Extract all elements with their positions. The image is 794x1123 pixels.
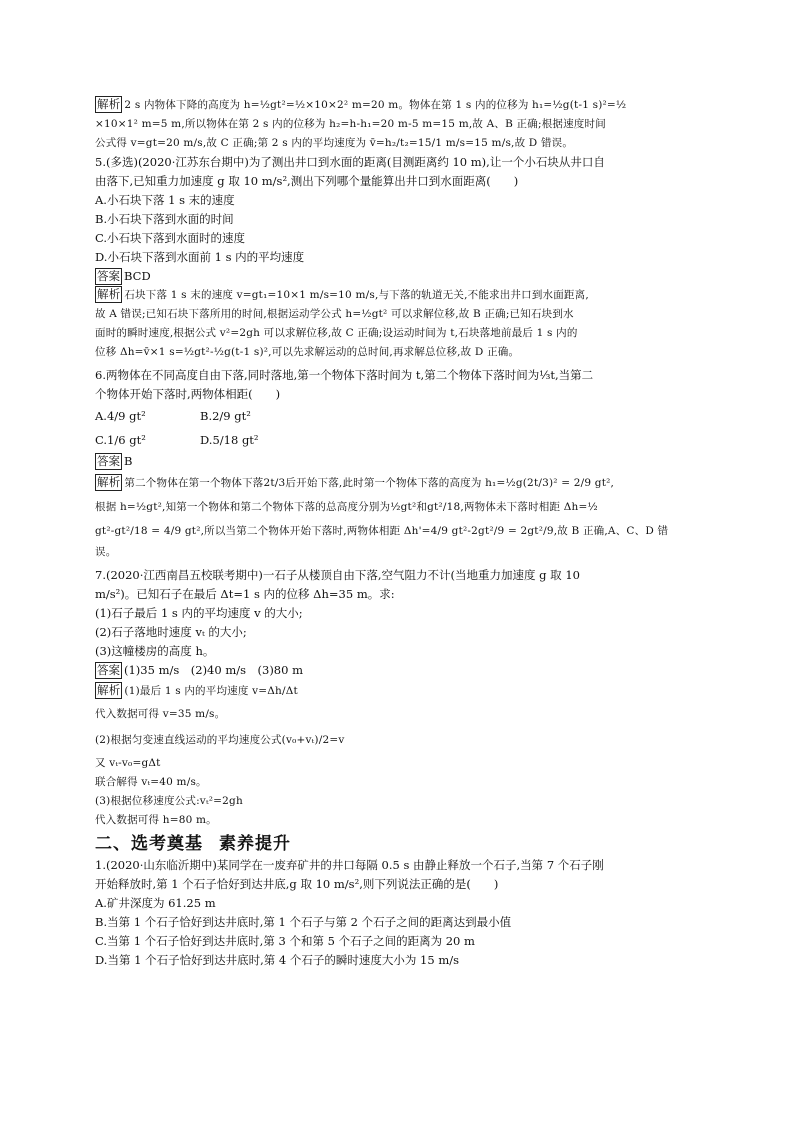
q6-option-b: B.2/9 gt² — [200, 409, 251, 423]
q5-option-a: A.小石块下落 1 s 末的速度 — [95, 193, 235, 207]
q4-analysis-line: ×10×1² m=5 m,所以物体在第 2 s 内的位移为 h₂=h-h₁=20 m-5 m=15 m,故 A、B 正确;根据速度时间 — [95, 118, 606, 130]
q5-analysis-line: 面时的瞬时速度,根据公式 v²=2gh 可以求解位移,故 C 正确;设运动时间为 t,石块落地前最后 1 s 内的 — [95, 327, 578, 339]
q6-options-row — [95, 428, 695, 452]
q7-analysis-line: 代入数据可得 h=80 m。 — [95, 814, 217, 826]
section2-question-1 — [95, 856, 695, 970]
s1-stem-line: 开始释放时,第 1 个石子恰好到达井底,g 取 10 m/s²,则下列说法正确的是( ) — [95, 877, 499, 891]
q6-option-c: C.1/6 gt² — [95, 433, 146, 447]
q6-answer: 答案 B — [97, 454, 133, 468]
section-heading: 二、选考奠基 素养提升 — [95, 834, 291, 854]
answer-tag: 答案 — [97, 454, 120, 468]
question-6 — [95, 366, 695, 562]
q5-analysis-line: 故 A 错误;已知石块下落所用的时间,根据运动学公式 h=½gt² 可以求解位移,故 B 正确;已知石块到水 — [95, 308, 574, 320]
q5-analysis-line: 位移 Δh=v̄×1 s=½gt²-½g(t-1 s)²,可以先求解运动的总时间,再求解总位移,故 D 正确。 — [95, 346, 520, 358]
q7-stem-line: m/s²)。已知石子在最后 Δt=1 s 内的位移 Δh=35 m。求: — [95, 587, 395, 601]
q7-analysis-line: (3)根据位移速度公式:vₜ²=2gh — [95, 795, 243, 807]
s1-option-c: C.当第 1 个石子恰好到达井底时,第 3 个和第 5 个石子之间的距离为 20 m — [95, 934, 475, 948]
q7-analysis-line: 代入数据可得 v=35 m/s。 — [95, 708, 226, 720]
analysis-tag: 解析 — [97, 97, 121, 111]
q5-option-c: C.小石块下落到水面时的速度 — [95, 231, 246, 245]
q5-stem-line: 5.(多选)(2020·江苏东台期中)为了测出井口到水面的距离(目测距离约 10 m),让一个小石块从井口自 — [95, 155, 605, 169]
q6-stem-line: 个物体开始下落时,两物体相距( ) — [95, 387, 281, 401]
q6-analysis-line: 根据 h=½gt²,知第一个物体和第二个物体下落的总高度分别为½gt²和gt²/18,两物体未下落时相距 Δh=½ — [95, 501, 598, 513]
question-7 — [95, 566, 695, 830]
q7-stem-line: (1)石子最后 1 s 内的平均速度 v 的大小; — [95, 606, 303, 620]
q6-analysis-line: 解析 第二个物体在第一个物体下落2t/3后开始下落,此时第一个物体下落的高度为 h₁=½g(2t/3)² = 2/9 gt², — [97, 475, 615, 489]
q5-answer: 答案 BCD — [97, 269, 151, 283]
document-page — [95, 96, 695, 970]
q5-option-d: D.小石块下落到水面前 1 s 内的平均速度 — [95, 250, 305, 264]
q7-stem-line: 7.(2020·江西南昌五校联考期中)一石子从楼顶自由下落,空气阻力不计(当地重力加速度 g 取 10 — [95, 568, 580, 582]
q4-analysis — [95, 96, 695, 153]
q7-analysis-line: (2)根据匀变速直线运动的平均速度公式(v₀+vₜ)/2=v — [95, 734, 345, 746]
q5-option-b: B.小石块下落到水面的时间 — [95, 212, 234, 226]
q7-stem-line: (2)石子落地时速度 vₜ 的大小; — [95, 625, 247, 639]
q5-analysis-line: 解析 石块下落 1 s 末的速度 v=gt₁=10×1 m/s=10 m/s,与下落的轨道无关,不能求出井口到水面距离, — [97, 287, 589, 301]
q6-stem-line: 6.两物体在不同高度自由下落,同时落地,第一个物体下落时间为 t,第二个物体下落时间为⅓t,当第二 — [95, 368, 594, 382]
answer-tag: 答案 — [97, 663, 120, 677]
s1-option-a: A.矿井深度为 61.25 m — [95, 896, 216, 910]
question-5 — [95, 153, 695, 362]
analysis-tag: 解析 — [97, 287, 121, 301]
q5-stem-line: 由落下,已知重力加速度 g 取 10 m/s²,测出下列哪个量能算出井口到水面距离( ) — [95, 174, 519, 188]
answer-tag: 答案 — [97, 269, 120, 283]
q6-option-d: D.5/18 gt² — [200, 433, 259, 447]
s1-option-b: B.当第 1 个石子恰好到达井底时,第 1 个石子与第 2 个石子之间的距离达到最小值 — [95, 915, 512, 929]
analysis-tag: 解析 — [97, 475, 121, 489]
s1-option-d: D.当第 1 个石子恰好到达井底时,第 4 个石子的瞬时速度大小为 15 m/s — [95, 953, 459, 967]
q7-answer: 答案 (1)35 m/s (2)40 m/s (3)80 m — [97, 663, 304, 677]
q6-analysis-line: gt²-gt²/18 = 4/9 gt²,所以当第二个物体开始下落时,两物体相距 Δh'=4/9 gt²-2gt²/9 = 2gt²/9,故 B 正确,A、C、D 错 — [95, 525, 669, 537]
q6-options-row — [95, 404, 695, 428]
q4-analysis-line: 解析 2 s 内物体下降的高度为 h=½gt²=½×10×2² m=20 m。物体在第 1 s 内的位移为 h₁=½g(t-1 s)²=½ — [97, 97, 627, 111]
q7-analysis-line: 联合解得 vₜ=40 m/s。 — [95, 776, 207, 788]
analysis-tag: 解析 — [97, 683, 121, 697]
q7-analysis-line: 又 vₜ-v₀=gΔt — [95, 757, 161, 769]
q7-stem-line: (3)这幢楼房的高度 h。 — [95, 644, 215, 658]
q6-option-a: A.4/9 gt² — [95, 409, 146, 423]
s1-stem-line: 1.(2020·山东临沂期中)某同学在一废弃矿井的井口每隔 0.5 s 由静止释放一个石子,当第 7 个石子刚 — [95, 858, 604, 872]
q6-analysis-line: 误。 — [95, 546, 117, 558]
q4-analysis-line: 公式得 v=gt=20 m/s,故 C 正确;第 2 s 内的平均速度为 v̄=h₂/t₂=15/1 m/s=15 m/s,故 D 错误。 — [95, 137, 574, 149]
q7-analysis-line: 解析 (1)最后 1 s 内的平均速度 v=Δh/Δt — [97, 683, 298, 697]
